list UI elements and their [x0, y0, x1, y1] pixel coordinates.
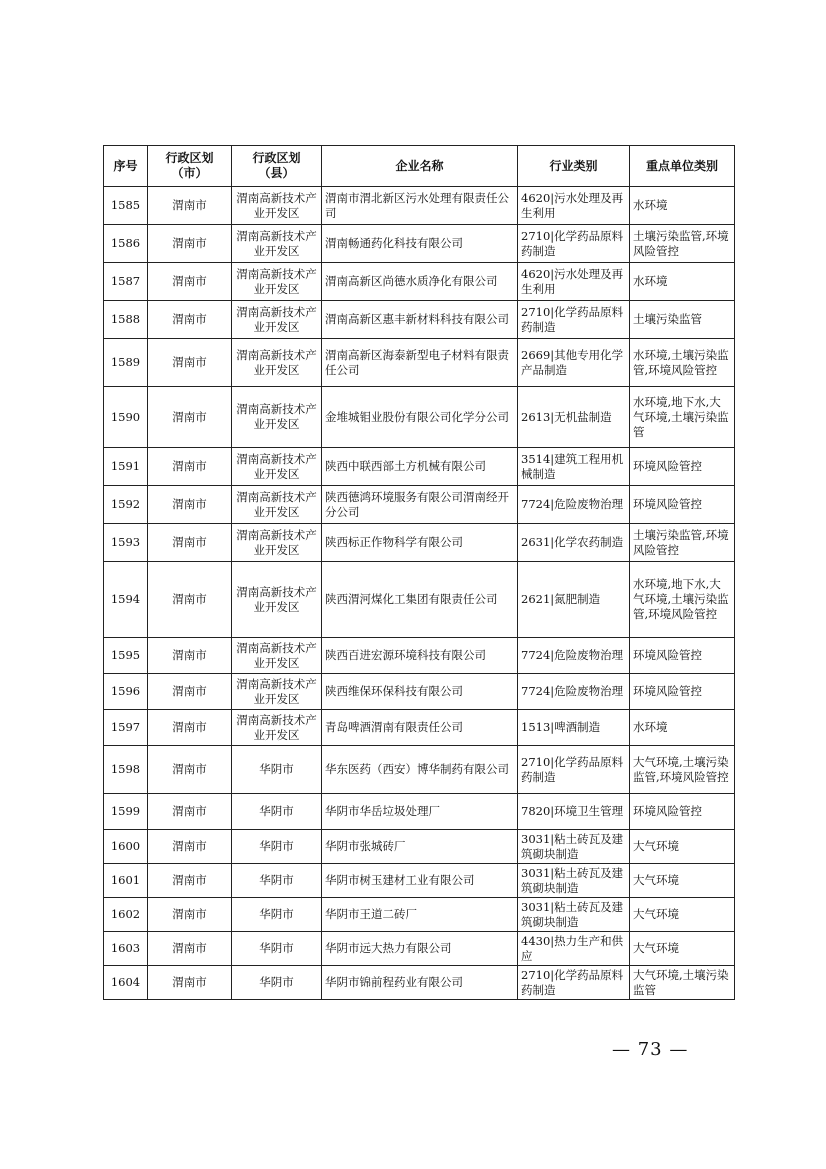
cell-seq: 1595 [104, 638, 148, 674]
cell-industry: 3514|建筑工程用机械制造 [518, 448, 630, 486]
cell-county: 华阴市 [232, 932, 322, 966]
cell-seq: 1593 [104, 524, 148, 562]
cell-seq: 1586 [104, 225, 148, 263]
cell-county: 渭南高新技术产业开发区 [232, 486, 322, 524]
cell-county: 渭南高新技术产业开发区 [232, 674, 322, 710]
cell-seq: 1590 [104, 387, 148, 448]
cell-city: 渭南市 [148, 339, 232, 387]
cell-category: 土壤污染监管,环境风险管控 [630, 524, 735, 562]
cell-county: 渭南高新技术产业开发区 [232, 301, 322, 339]
cell-county: 渭南高新技术产业开发区 [232, 562, 322, 638]
cell-company: 陕西百进宏源环境科技有限公司 [322, 638, 518, 674]
cell-company: 陕西标正作物科学有限公司 [322, 524, 518, 562]
cell-category: 水环境 [630, 187, 735, 225]
cell-seq: 1594 [104, 562, 148, 638]
cell-company: 华阴市锦前程药业有限公司 [322, 966, 518, 1000]
table-row [104, 830, 735, 864]
cell-seq: 1585 [104, 187, 148, 225]
cell-company: 渭南高新区尚德水质净化有限公司 [322, 263, 518, 301]
table-row [104, 864, 735, 898]
cell-industry: 7724|危险废物治理 [518, 486, 630, 524]
table-row [104, 746, 735, 794]
cell-city: 渭南市 [148, 263, 232, 301]
cell-seq: 1601 [104, 864, 148, 898]
cell-company: 华阴市华岳垃圾处理厂 [322, 794, 518, 830]
cell-city: 渭南市 [148, 448, 232, 486]
cell-county: 华阴市 [232, 830, 322, 864]
cell-county: 渭南高新技术产业开发区 [232, 448, 322, 486]
cell-county: 华阴市 [232, 794, 322, 830]
cell-seq: 1591 [104, 448, 148, 486]
cell-seq: 1597 [104, 710, 148, 746]
cell-seq: 1599 [104, 794, 148, 830]
cell-county: 渭南高新技术产业开发区 [232, 387, 322, 448]
cell-category: 水环境 [630, 263, 735, 301]
cell-category: 土壤污染监管,环境风险管控 [630, 225, 735, 263]
cell-industry: 2613|无机盐制造 [518, 387, 630, 448]
header-company: 企业名称 [322, 146, 518, 187]
cell-industry: 4430|热力生产和供应 [518, 932, 630, 966]
cell-category: 环境风险管控 [630, 794, 735, 830]
cell-city: 渭南市 [148, 710, 232, 746]
cell-county: 渭南高新技术产业开发区 [232, 339, 322, 387]
table-header-row [104, 146, 735, 187]
cell-city: 渭南市 [148, 674, 232, 710]
cell-city: 渭南市 [148, 746, 232, 794]
table-row [104, 486, 735, 524]
cell-seq: 1596 [104, 674, 148, 710]
cell-county: 华阴市 [232, 898, 322, 932]
cell-company: 华阴市王道二砖厂 [322, 898, 518, 932]
table-body [104, 187, 735, 1000]
header-city: 行政区划 （市） [148, 146, 232, 187]
cell-category: 大气环境,土壤污染监管,环境风险管控 [630, 746, 735, 794]
cell-industry: 3031|粘土砖瓦及建筑砌块制造 [518, 864, 630, 898]
cell-county: 华阴市 [232, 966, 322, 1000]
cell-city: 渭南市 [148, 387, 232, 448]
cell-industry: 2621|氮肥制造 [518, 562, 630, 638]
cell-seq: 1588 [104, 301, 148, 339]
cell-city: 渭南市 [148, 794, 232, 830]
cell-seq: 1603 [104, 932, 148, 966]
table-row [104, 966, 735, 1000]
cell-industry: 7820|环境卫生管理 [518, 794, 630, 830]
cell-category: 水环境,地下水,大气环境,土壤污染监管,环境风险管控 [630, 562, 735, 638]
cell-industry: 7724|危险废物治理 [518, 638, 630, 674]
cell-city: 渭南市 [148, 638, 232, 674]
cell-city: 渭南市 [148, 932, 232, 966]
table-row [104, 448, 735, 486]
header-industry: 行业类别 [518, 146, 630, 187]
cell-county: 渭南高新技术产业开发区 [232, 187, 322, 225]
cell-category: 水环境 [630, 710, 735, 746]
cell-category: 水环境,地下水,大气环境,土壤污染监管 [630, 387, 735, 448]
cell-city: 渭南市 [148, 830, 232, 864]
cell-county: 华阴市 [232, 746, 322, 794]
cell-industry: 3031|粘土砖瓦及建筑砌块制造 [518, 898, 630, 932]
cell-category: 水环境,土壤污染监管,环境风险管控 [630, 339, 735, 387]
header-county: 行政区划 （县） [232, 146, 322, 187]
cell-category: 大气环境,土壤污染监管 [630, 966, 735, 1000]
cell-city: 渭南市 [148, 301, 232, 339]
cell-county: 华阴市 [232, 864, 322, 898]
cell-seq: 1598 [104, 746, 148, 794]
cell-industry: 2710|化学药品原料药制造 [518, 746, 630, 794]
cell-category: 大气环境 [630, 864, 735, 898]
cell-city: 渭南市 [148, 562, 232, 638]
cell-company: 金堆城钼业股份有限公司化学分公司 [322, 387, 518, 448]
cell-company: 渭南市渭北新区污水处理有限责任公司 [322, 187, 518, 225]
cell-category: 大气环境 [630, 932, 735, 966]
cell-company: 渭南畅通药化科技有限公司 [322, 225, 518, 263]
cell-category: 环境风险管控 [630, 448, 735, 486]
cell-industry: 2631|化学农药制造 [518, 524, 630, 562]
cell-industry: 2669|其他专用化学产品制造 [518, 339, 630, 387]
cell-seq: 1602 [104, 898, 148, 932]
cell-company: 华阴市张城砖厂 [322, 830, 518, 864]
table-row [104, 263, 735, 301]
cell-company: 华阴市树玉建材工业有限公司 [322, 864, 518, 898]
cell-industry: 1513|啤酒制造 [518, 710, 630, 746]
header-seq: 序号 [104, 146, 148, 187]
cell-category: 大气环境 [630, 898, 735, 932]
header-category: 重点单位类别 [630, 146, 735, 187]
cell-company: 青岛啤酒渭南有限责任公司 [322, 710, 518, 746]
table-row [104, 898, 735, 932]
cell-city: 渭南市 [148, 187, 232, 225]
cell-category: 环境风险管控 [630, 486, 735, 524]
table-row [104, 225, 735, 263]
cell-category: 土壤污染监管 [630, 301, 735, 339]
cell-company: 华阴市远大热力有限公司 [322, 932, 518, 966]
table-row [104, 301, 735, 339]
cell-county: 渭南高新技术产业开发区 [232, 263, 322, 301]
table-row [104, 339, 735, 387]
cell-company: 陕西中联西部土方机械有限公司 [322, 448, 518, 486]
cell-industry: 4620|污水处理及再生利用 [518, 263, 630, 301]
cell-industry: 2710|化学药品原料药制造 [518, 225, 630, 263]
cell-seq: 1587 [104, 263, 148, 301]
cell-industry: 3031|粘土砖瓦及建筑砌块制造 [518, 830, 630, 864]
cell-county: 渭南高新技术产业开发区 [232, 638, 322, 674]
cell-seq: 1589 [104, 339, 148, 387]
cell-category: 环境风险管控 [630, 674, 735, 710]
cell-industry: 7724|危险废物治理 [518, 674, 630, 710]
cell-category: 大气环境 [630, 830, 735, 864]
table-row [104, 187, 735, 225]
cell-company: 陕西德鸿环境服务有限公司渭南经开分公司 [322, 486, 518, 524]
cell-category: 环境风险管控 [630, 638, 735, 674]
cell-company: 陕西渭河煤化工集团有限责任公司 [322, 562, 518, 638]
cell-city: 渭南市 [148, 966, 232, 1000]
cell-industry: 4620|污水处理及再生利用 [518, 187, 630, 225]
cell-county: 渭南高新技术产业开发区 [232, 225, 322, 263]
cell-company: 渭南高新区海泰新型电子材料有限责任公司 [322, 339, 518, 387]
table-row [104, 674, 735, 710]
cell-seq: 1592 [104, 486, 148, 524]
table-row [104, 387, 735, 448]
cell-industry: 2710|化学药品原料药制造 [518, 301, 630, 339]
cell-company: 陕西维保环保科技有限公司 [322, 674, 518, 710]
cell-city: 渭南市 [148, 486, 232, 524]
table-row [104, 562, 735, 638]
cell-city: 渭南市 [148, 864, 232, 898]
cell-county: 渭南高新技术产业开发区 [232, 524, 322, 562]
cell-city: 渭南市 [148, 524, 232, 562]
table-row [104, 932, 735, 966]
cell-city: 渭南市 [148, 898, 232, 932]
cell-industry: 2710|化学药品原料药制造 [518, 966, 630, 1000]
table-row [104, 638, 735, 674]
enterprise-table [103, 145, 735, 1000]
table-row [104, 794, 735, 830]
table-row [104, 524, 735, 562]
cell-city: 渭南市 [148, 225, 232, 263]
cell-seq: 1604 [104, 966, 148, 1000]
cell-county: 渭南高新技术产业开发区 [232, 710, 322, 746]
cell-company: 渭南高新区惠丰新材料科技有限公司 [322, 301, 518, 339]
table-row [104, 710, 735, 746]
page-number: — 73 — [612, 1039, 689, 1060]
cell-company: 华东医药（西安）博华制药有限公司 [322, 746, 518, 794]
cell-seq: 1600 [104, 830, 148, 864]
